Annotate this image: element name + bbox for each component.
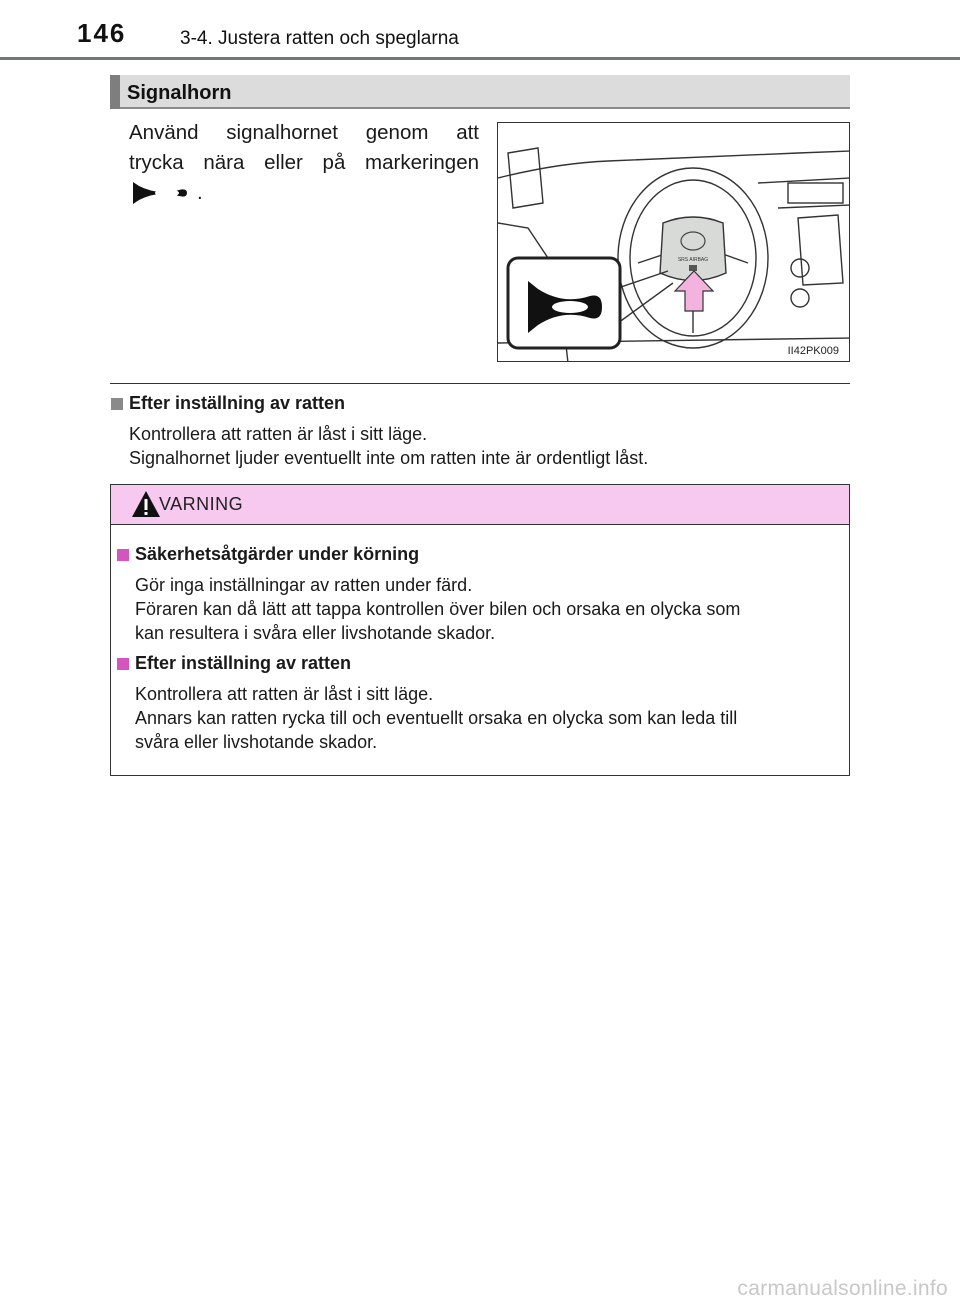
intro-line-3 [129, 178, 203, 208]
steering-wheel-illustration [498, 123, 850, 362]
after-adjustment-line-2: Signalhornet ljuder eventuellt inte om ratten inte är ordentligt låst. [129, 448, 649, 468]
chapter-title: 3-4. Justera ratten och speglarna [180, 28, 459, 49]
after-adjustment-line-1: Kontrollera att ratten är låst i sitt läge. [129, 424, 428, 444]
section-bar [110, 75, 850, 109]
watermark: carmanualsonline.info [737, 1277, 948, 1300]
intro-text [129, 118, 479, 178]
warning-item-heading-1-text: Säkerhetsåtgärder under körning [135, 544, 420, 564]
header-rule [0, 57, 960, 60]
bullet-square-icon [117, 658, 129, 670]
warning-item-heading-1 [117, 544, 419, 565]
intro-line-1: Använd signalhornet genom att [129, 121, 479, 144]
bullet-square-icon [117, 549, 129, 561]
warning-item-1-line-1: Gör inga inställningar av ratten under färd. [135, 575, 473, 595]
warning-item-heading-2 [117, 653, 351, 674]
warning-item-2-line-2: Annars kan ratten rycka till och eventuellt orsaka en olycka som kan leda till [135, 708, 738, 728]
intro-line-2: trycka nära eller på markeringen [129, 151, 479, 174]
after-adjustment-heading-text: Efter inställning av ratten [129, 393, 346, 413]
warning-triangle-icon [131, 490, 161, 518]
steering-wheel-figure [497, 122, 850, 362]
warning-item-2-line-1: Kontrollera att ratten är låst i sitt läge. [135, 684, 434, 704]
airbag-label: SRS AIRBAG [677, 257, 709, 263]
horn-icon [129, 178, 189, 208]
warning-item-heading-2-text: Efter inställning av ratten [135, 653, 352, 673]
figure-code: II42PK009 [787, 345, 839, 357]
section-divider [110, 383, 850, 384]
section-bar-accent [110, 75, 120, 109]
warning-item-1-line-2: Föraren kan då lätt att tappa kontrollen över bilen och orsaka en olycka som [135, 599, 741, 619]
intro-line-3-suffix: . [197, 181, 203, 204]
warning-item-1-line-3: kan resultera i svåra eller livshotande skador. [135, 623, 496, 643]
section-title: Signalhorn [127, 82, 232, 104]
warning-title: VARNING [159, 494, 244, 514]
page-number: 146 [77, 18, 127, 48]
after-adjustment-heading [111, 393, 345, 414]
bullet-square-icon [111, 398, 123, 410]
warning-item-2-line-3: svåra eller livshotande skador. [135, 732, 378, 752]
